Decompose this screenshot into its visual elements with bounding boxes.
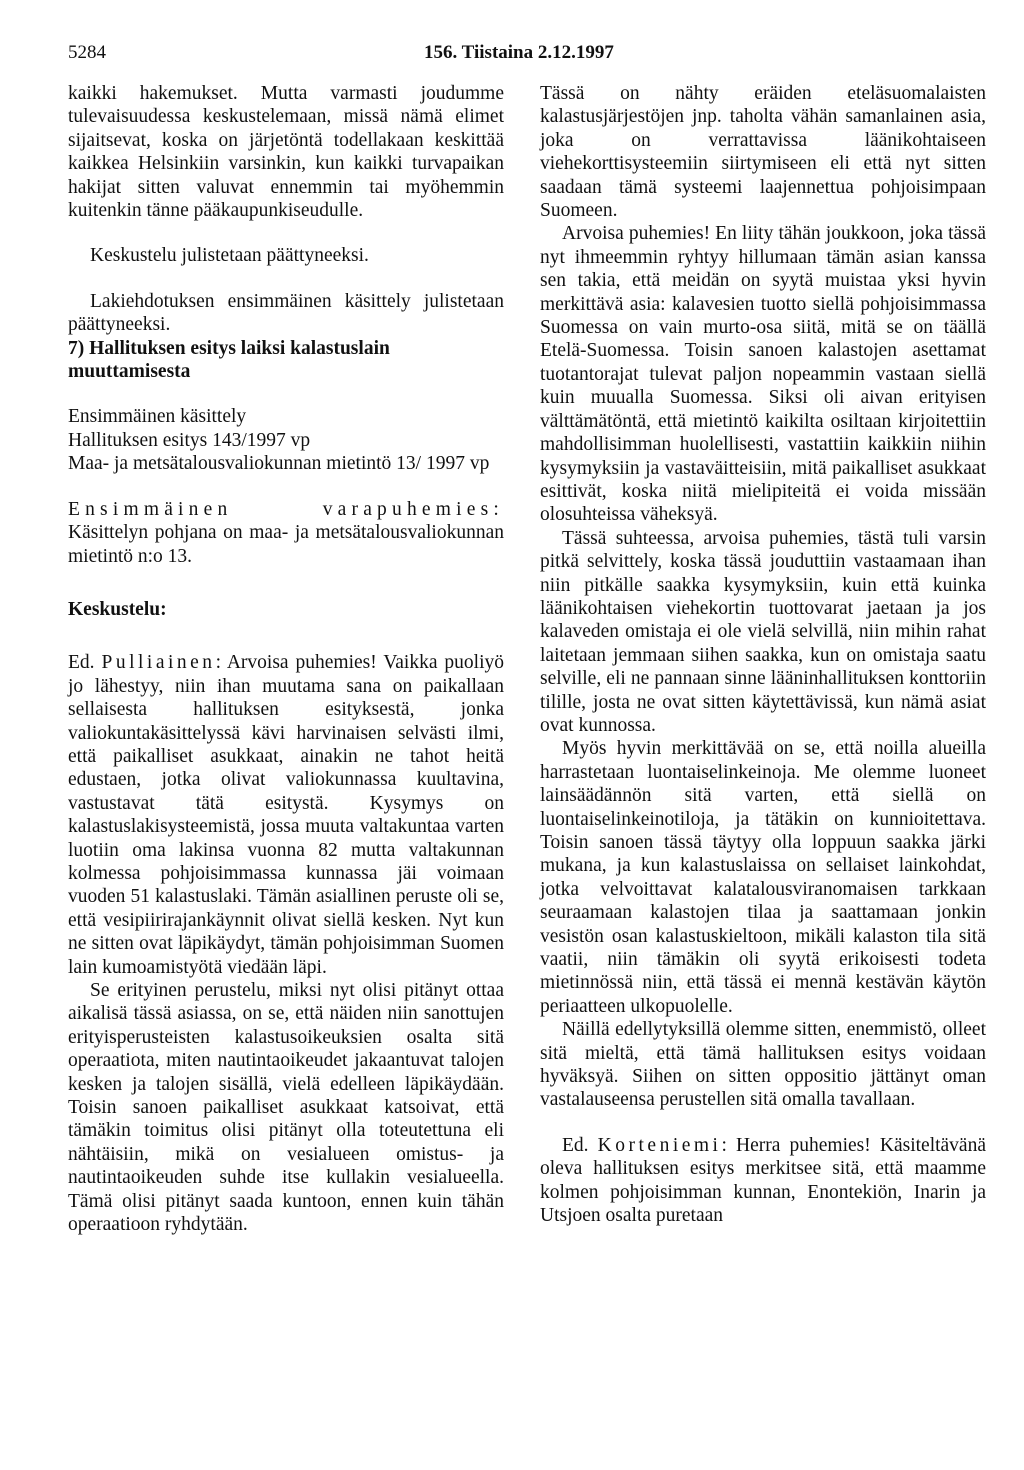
speaker-text: Käsittelyn pohjana on maa- ja metsätalousvaliokunnan mietintö n:o 13. [68, 522, 504, 567]
right-paragraph-5: Näillä edellytyksillä olemme sitten, enemmistö, olleet sitä mieltä, että tämä hallituksen esitys voidaan hyväksyä. Siihen on sitten oppositio jättänyt oman vastalauseensa perustellen sitä omalla tavallaan. [540, 1019, 986, 1111]
right-paragraph-4: Myös hyvin merkittävää on se, että noilla alueilla harrastetaan luontaiselinkeinoja. Me olemme luoneet lainsäädännön sitä varten, että siellä on luontaiselinkeinotiloja, ja tätäkin on kunnioitettava. Toisin sanoen tässä täytyy olla loppuun saakka järki mukana, ja kun kalastuslaissa on sellaiset lainkohdat, jotka velvoittavat kalatalousviranomaisen tarkkaan seuraamaan kalastojen tilaa ja saattamaan jonkin vesistön osan kalastuskieltoon, mikäli kalaston tila sitä vaatii, niin tämäkin oli syytä erikoisesti todeta mietinnössä niin, että tässä ei mennä kestävän käytön periaatteen ulkopuolelle. [540, 738, 986, 1017]
speaker-name: Pulliainen [101, 652, 216, 674]
meta-government-proposal: Hallituksen esitys 143/1997 vp [68, 429, 311, 451]
meta-first-reading: Ensimmäinen käsittely [68, 406, 247, 428]
left-paragraph-3: Lakiehdotuksen ensimmäinen käsittely julistetaan päättyneeksi. [68, 290, 504, 336]
page-header [68, 42, 988, 72]
right-paragraph-1: Tässä on nähty eräiden eteläsuomalaisten kalastusjärjestöjen jnp. taholta vähän samanlainen asia, joka on verrattavissa läänikohtaiseen viehekorttisysteemiin siirtymiseen eli että nyt sitten saadaan tämä systeemi laajennettua pohjoisimpaan Suomeen. [540, 83, 986, 222]
speech-text: : Arvoisa puhemies! Vaikka puoliyö jo lähestyy, niin ihan muutama sana on paikallaan sellaisesta hallituksen esityksestä, jonka valiokuntakäsittelyssä kävi harvinaisen selvästi ilmi, että paikalliset asukkaat, ainakin ne tahot heitä edustaen, jotka olivat valiokunnassa kuultavina, vastustavat tätä esitystä. Kysymys on kalastuslakisysteemistä, jossa muuta valtakuntaa varten luotiin oma lakinsa vuonna 82 mutta valtakunnan kolmessa pohjoisimmassa kunnassa jäi voimaan vuoden 51 kalastuslaki. Tämän asiallinen peruste oli se, että vesipiirirajankäynnit olivat siellä kesken. Nyt kun ne sitten ovat läpikäydyt, tämän pohjoisimman Suomen lain kumoamistyötä viedään läpi. [68, 652, 504, 978]
issue-date: 156. Tiistaina 2.12.1997 [424, 42, 614, 63]
left-paragraph-1: kaikki hakemukset. Mutta varmasti joudumme tulevaisuudessa keskustelemaan, missä nämä elimet sijaitsevat, koska on järjetöntä todellakaan keskittää kaikkea Helsinkiin varsinkin, kun kaikki turvapaikan hakijat sitten valuvat ennemmin tai myöhemmin kuitenkin tänne pääkaupunkiseudulle. [68, 83, 504, 222]
agenda-item-heading: 7) Hallituksen esitys laiksi kalastuslain muuttamisesta [68, 337, 390, 383]
speech-text: : Herra puhemies! Käsiteltävänä oleva hallituksen esitys merkitsee sitä, että maamme kolmen pohjoisimman kunnan, Enontekiön, Inarin ja Utsjoen osalta puretaan [540, 1134, 986, 1227]
left-paragraph-2: Keskustelu julistetaan päättyneeksi. [90, 245, 369, 267]
left-column [68, 82, 504, 1236]
right-paragraph-3: Tässä suhteessa, arvoisa puhemies, tästä tuli varsin pitkä selvittely, koska tässä jouduttiin vastaamaan ihan niin pitkälle saakka kysymyksiin, kuin että kuinka läänikohtaisen viehekortin tuottovarat jaetaan ja jos kalaveden omistaja ei ole vielä selvillä, niin mihin rahat laitetaan jemmaan siihen saakka, kun on omistaja saatu selville, eli ne pannaan sinne lääninhallituksen konttoriin tilille, josta ne ovat sitten käytettävissä, kun nämä asiat ovat kunnossa. [540, 527, 986, 736]
speaker-title: Ed. [68, 652, 95, 674]
discussion-label: Keskustelu: [68, 598, 167, 620]
page-number: 5284 [68, 42, 106, 63]
speaker-name: Korteniemi [597, 1134, 722, 1156]
agenda-item-meta [68, 405, 504, 475]
speaker-name: Ensimmäinen varapuhemies: [68, 498, 504, 520]
right-paragraph-2: Arvoisa puhemies! En liity tähän joukkoon, joka tässä nyt ihmeemmin ryhtyy hillumaan tämän asian kanssa sen takia, että meidän on syytä muistaa yksi hyvin merkittävä asia: kalavesien tuotto siellä pohjoisimmassa Suomessa on vain murto-osa siitä, mitä se on täällä Etelä-Suomessa. Toisin sanoen kalastojen asettamat tuotantorajat tulevat paljon nopeammin vastaan siellä kuin muualla Suomessa. Siksi oli aivan erityisen välttämätöntä, että mietintö kaikilta osiltaan kirjoitettiin mahdollisimman huolellisesti, vastattiin kaikkiin niihin kysymyksiin ja vastaväitteisiin, mitä paikalliset asukkaat esittivät, koska niitä mielipiteitä ei voida missään olosuhteissa väheksyä. [540, 223, 986, 526]
speaker-title: Ed. [562, 1134, 589, 1156]
speech-pulliainen [68, 651, 504, 979]
right-column [540, 82, 986, 1228]
meta-committee-report: Maa- ja metsätalousvaliokunnan mietintö 13/ 1997 vp [68, 453, 490, 475]
left-paragraph-4: Se erityinen perustelu, miksi nyt olisi pitänyt ottaa aikalisä tässä asiassa, on se, että näiden niin sanottujen erityisperusteisten kalastusoikeuksien osalta sitä operaatiota, miten nautintaoikeudet jakaantuvat talojen kesken ja talojen sisällä, vielä edelleen läpikäydään. Toisin sanoen paikalliset asukkaat katsoivat, että tämäkin toimitus olisi pitänyt olla toteutettuna eli nähtäisiin, mikä on vesialueen omistus- ja nautintaoikeuden suhde itse kullakin vesialueella. Tämä olisi pitänyt saada kuntoon, ennen kuin tähän operaatioon ryhdytään. [68, 980, 504, 1236]
speech-korteniemi [540, 1134, 986, 1228]
speaker-deputy-speaker [68, 498, 504, 568]
